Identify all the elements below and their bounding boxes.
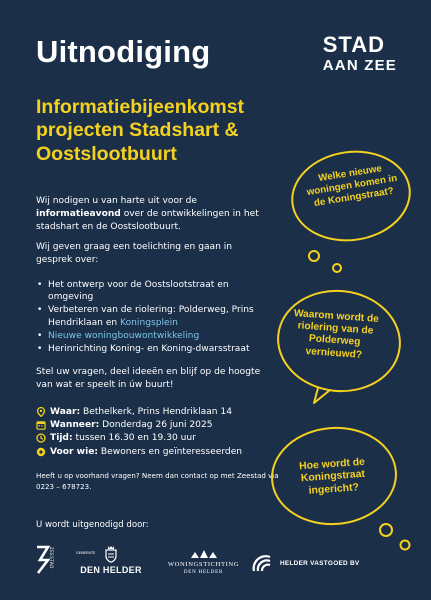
detail-value: Donderdag 26 juni 2025 <box>102 420 213 431</box>
lead-paragraph: Wij geven graag een toelichting en gaan in gesprek over: <box>36 242 233 265</box>
detail-label: Tijd: <box>50 433 73 444</box>
topic-text: Verbeteren van de riolering: Polderweg, Prins Hendriklaan en <box>48 305 254 328</box>
question-bubble-3-text: Hoe wordt de Koningstraat ingericht? <box>298 456 366 497</box>
topic-highlight: Koningsplein <box>120 317 178 328</box>
topic-text: Herinrichting Koning- en Koning-dwarsstraat <box>48 343 250 354</box>
helder-vastgoed-wordmark: HELDER VASTGOED BV <box>280 560 360 567</box>
intro-text: Wij nodigen u van harte uit voor de <box>36 196 198 206</box>
gemeente-label: GEMEENTE <box>76 551 96 555</box>
detail-label: Waar: <box>50 407 81 417</box>
invited-by-label: U wordt uitgenodigd door: <box>36 520 149 530</box>
topic-text: Het ontwerp voor de Oostslootstraat en omgeving <box>48 280 229 303</box>
woningstichting-line-1: WONINGSTICHTING <box>167 561 240 568</box>
contact-note: Heeft u op voorhand vragen? Neem dan contact op met Zeestad via 0223 – 678723. <box>36 471 279 492</box>
topic-highlight: Nieuwe woningbouwontwikkeling <box>48 330 200 341</box>
subtitle-line: Informatiebijeenkomst <box>36 96 245 118</box>
question-bubble-1-text: Welke nieuwe woningen komen in de Koningstraat? <box>305 163 398 209</box>
zeestad-wordmark: ZEESTAD <box>49 547 54 569</box>
den-helder-wordmark: DEN HELDER <box>80 565 142 575</box>
detail-value: Bethelkerk, Prins Hendriklaan 14 <box>83 407 233 417</box>
intro-text: over de ontwikkelingen in het stadshart en de Oostslootbuurt. <box>36 208 259 232</box>
detail-value: tussen 16.30 en 19.30 uur <box>75 433 196 444</box>
page-title: Uitnodiging <box>36 34 211 69</box>
call-to-action: Stel uw vragen, deel ideeën en blijf op de hoogte van wat er speelt in úw buurt! <box>36 367 261 390</box>
woningstichting-line-2: DEN HELDER <box>183 570 224 575</box>
brand-line-2: AAN ZEE <box>322 57 397 74</box>
question-bubble-2-text: Waarom wordt de riolering van de Polderweg vernieuwd? <box>293 308 380 361</box>
detail-label: Voor wie: <box>50 446 99 457</box>
detail-label: Wanneer: <box>50 420 100 431</box>
detail-value: Bewoners en geïnteresseerden <box>100 446 243 457</box>
subtitle-line: projecten Stadshart & <box>36 119 239 142</box>
intro-bold: informatieavond <box>36 208 121 219</box>
subtitle-line: Oostslootbuurt <box>36 142 177 165</box>
brand-line-1: STAD <box>322 32 386 57</box>
